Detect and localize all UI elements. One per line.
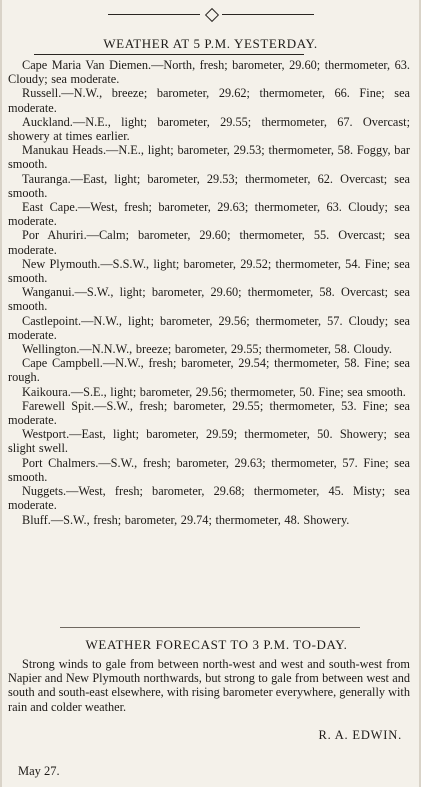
station-name: Kaikoura. <box>22 384 71 399</box>
ornamental-rule <box>108 8 314 20</box>
report-details: —S.W., fresh; barometer, 29.63; thermometer, 57. Fine; sea smooth. <box>8 455 410 484</box>
station-name: Cape Maria Van Diemen. <box>22 58 152 72</box>
report-details: —East, light; barometer, 29.59; thermometer, 50. Showery; sea slight swell. <box>8 427 410 456</box>
station-name: Westport. <box>22 427 70 442</box>
station-name: Port Chalmers. <box>22 455 99 470</box>
forecast-heading: WEATHER FORECAST TO 3 P.M. TO-DAY. <box>85 637 348 652</box>
weather-report <box>8 356 410 384</box>
signature: R. A. EDWIN. <box>318 728 402 742</box>
report-details: —N.W., fresh; barometer, 29.54; thermometer, 58. Fine; sea rough. <box>8 356 410 385</box>
weather-report <box>8 484 410 512</box>
weather-report <box>8 115 410 143</box>
report-details: —N.E., light; barometer, 29.55; thermometer, 67. Overcast; showery at times earlier. <box>8 114 410 144</box>
report-details: —Calm; barometer, 29.60; thermometer, 55. Overcast; sea moderate. <box>8 228 410 257</box>
report-details: —East, light; barometer, 29.53; thermometer, 62. Overcast; sea smooth. <box>8 171 410 200</box>
station-name: Bluff. <box>22 512 51 527</box>
station-name: Por Ahuriri. <box>22 228 87 243</box>
station-name: Wellington. <box>22 342 80 357</box>
station-name: East Cape. <box>22 200 78 215</box>
station-name: New Plymouth. <box>22 256 101 271</box>
station-name: Auckland. <box>22 114 73 129</box>
weather-report <box>8 257 410 285</box>
report-details: —N.W., breeze; barometer, 29.62; thermometer, 66. Fine; sea moderate. <box>8 86 410 115</box>
station-name: Castlepoint. <box>22 313 82 328</box>
weather-reports <box>8 58 410 527</box>
report-details: —West, fresh; barometer, 29.63; thermometer, 63. Cloudy; sea moderate. <box>8 200 410 229</box>
weather-report <box>8 314 410 342</box>
report-details: —S.E., light; barometer, 29.56; thermometer, 50. Fine; sea smooth. <box>70 384 406 399</box>
section-divider <box>60 627 360 628</box>
weather-report <box>8 399 410 427</box>
station-name: Tauranga. <box>22 171 71 186</box>
dateline: May 27. <box>18 764 60 778</box>
weather-report <box>8 385 410 399</box>
report-details: —S.S.W., light; barometer, 29.52; thermometer, 54. Fine; sea smooth. <box>8 256 411 286</box>
weather-report <box>8 228 410 256</box>
station-name: Nuggets. <box>22 484 67 499</box>
forecast-text <box>8 657 410 714</box>
report-details: —North, fresh; barometer, 29.60; thermometer, 63. Cloudy; sea moderate. <box>8 58 410 87</box>
heading-underline <box>34 54 304 55</box>
left-edge <box>0 0 2 787</box>
weather-report <box>8 58 410 86</box>
weather-report <box>8 342 410 356</box>
report-details: —West, fresh; barometer, 29.68; thermometer, 45. Misty; sea moderate. <box>8 484 410 513</box>
weather-report <box>8 200 410 228</box>
report-details: —S.W., fresh; barometer, 29.55; thermometer, 53. Fine; sea moderate. <box>8 398 410 428</box>
weather-report <box>8 427 410 455</box>
station-name: Russell. <box>22 86 62 101</box>
station-name: Cape Campbell. <box>22 356 103 371</box>
station-name: Farewell Spit. <box>22 398 95 413</box>
report-details: —N.W., light; barometer, 29.56; thermometer, 57. Cloudy; sea moderate. <box>8 313 410 342</box>
diamond-ornament <box>205 8 219 22</box>
report-details: —N.N.W., breeze; barometer, 29.55; thermometer, 58. Cloudy. <box>79 342 392 357</box>
station-name: Manukau Heads. <box>22 143 107 158</box>
weather-report <box>8 513 410 527</box>
report-details: —N.E., light; barometer, 29.53; thermometer, 58. Foggy, bar smooth. <box>8 143 410 172</box>
weather-report <box>8 285 410 313</box>
weather-report <box>8 456 410 484</box>
forecast-body: Strong winds to gale from between north-west and west and south-west from Napier and New Plymouth northwards, but strong to gale from between west and south and south-east elsewhere, with rising barometer everywhere, generally with rain and colder weather. <box>8 657 410 714</box>
station-name: Wanganui. <box>22 285 75 300</box>
report-details: —S.W., light; barometer, 29.60; thermometer, 58. Overcast; sea smooth. <box>8 285 410 314</box>
weather-report <box>8 172 410 200</box>
report-heading: WEATHER AT 5 P.M. YESTERDAY. <box>103 36 318 51</box>
weather-report <box>8 143 410 171</box>
weather-report <box>8 86 410 114</box>
report-details: —S.W., fresh; barometer, 29.74; thermometer, 48. Showery. <box>50 512 350 527</box>
